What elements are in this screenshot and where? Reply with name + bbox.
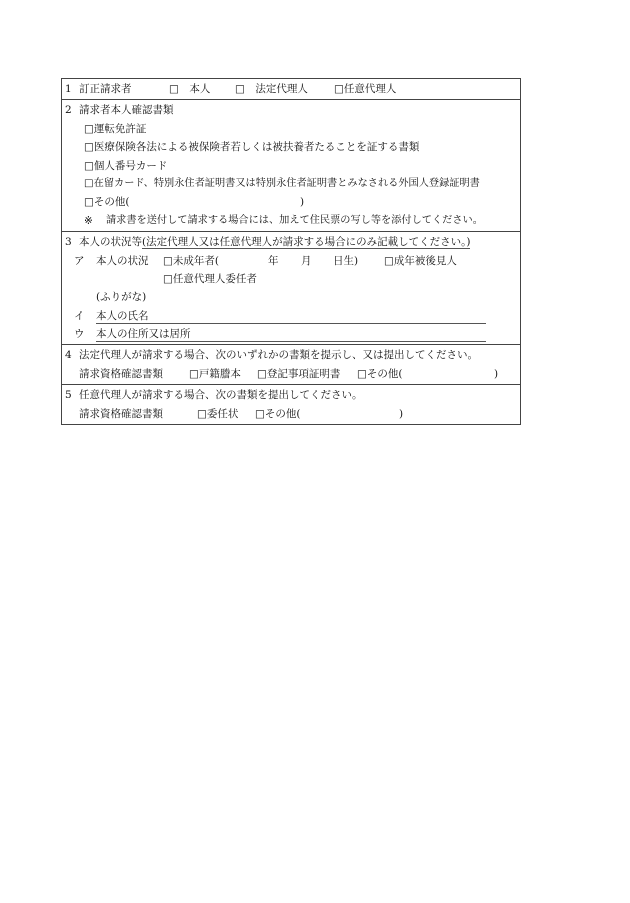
item-mark-i: イ <box>74 309 85 322</box>
checkbox-registry-certificate[interactable]: □登記事項証明書 <box>257 367 341 380</box>
birth-day-label: 日生) <box>333 254 359 267</box>
checkbox-power-of-attorney[interactable]: □委任状 <box>197 407 239 420</box>
mail-note: 請求書を送付して請求する場合には、加えて住民票の写し等を添付してください。 <box>106 214 483 226</box>
doc-label: 請求資格確認書類 <box>79 407 163 420</box>
item-mark-a: ア <box>74 254 85 267</box>
checkbox-other-doc[interactable]: □その他( <box>255 407 301 420</box>
section-number: 5 <box>65 389 72 402</box>
section-number: 1 <box>65 83 72 95</box>
principal-address-label: 本人の住所又は居所 <box>96 328 191 341</box>
checkbox-residence-card[interactable]: □在留カード、特別永住者証明書又は特別永住者証明書とみなされる外国人登録証明書 <box>84 177 480 189</box>
item-mark-u: ウ <box>74 328 85 341</box>
principal-status-label: 本人の状況 <box>96 254 149 267</box>
conditional-instruction: (法定代理人又は任意代理人が請求する場合にのみ記載してください。) <box>142 236 471 249</box>
furigana-label: (ふりがな) <box>96 291 147 304</box>
note-mark: ※ <box>84 214 93 227</box>
section-title: 請求者本人確認書類 <box>79 104 174 117</box>
other-close-paren: ) <box>494 367 499 380</box>
checkbox-drivers-license[interactable]: □運転免許証 <box>84 122 147 135</box>
checkbox-voluntary-principal[interactable]: □任意代理人委任者 <box>163 272 257 285</box>
checkbox-other-doc[interactable]: □その他( <box>357 367 403 380</box>
section-number: 4 <box>65 349 72 362</box>
correction-request-form <box>61 78 521 425</box>
other-close-paren: ) <box>399 407 404 420</box>
requester-label: 訂正請求者 <box>79 83 132 95</box>
checkbox-adult-ward[interactable]: □成年被後見人 <box>384 254 457 267</box>
section-voluntary-representative-docs <box>62 384 520 424</box>
doc-label: 請求資格確認書類 <box>79 367 163 380</box>
principal-address-field[interactable] <box>96 341 486 342</box>
section-legal-representative-docs <box>62 344 520 384</box>
principal-name-field[interactable] <box>96 323 486 324</box>
checkbox-my-number-card[interactable]: □個人番号カード <box>84 159 168 172</box>
year-label: 年 <box>268 254 279 267</box>
checkbox-legal-representative[interactable]: □ 法定代理人 <box>235 83 308 95</box>
other-close-paren: ) <box>300 196 305 209</box>
checkbox-other-id[interactable]: □その他( <box>84 196 130 209</box>
section-title: 任意代理人が請求する場合、次の書類を提出してください。 <box>79 389 363 402</box>
checkbox-voluntary-representative[interactable]: □任意代理人 <box>334 83 397 95</box>
section-principal-status <box>62 231 520 344</box>
checkbox-family-register[interactable]: □戸籍謄本 <box>189 367 241 380</box>
section-requester <box>62 79 520 99</box>
checkbox-minor[interactable]: □未成年者( <box>163 254 220 267</box>
section-title-main: 本人の状況等 <box>79 236 142 249</box>
section-title: 法定代理人が請求する場合、次のいずれかの書類を提示し、又は提出してください。 <box>79 349 478 362</box>
principal-name-label: 本人の氏名 <box>96 309 149 322</box>
month-label: 月 <box>301 254 312 267</box>
section-number: 2 <box>65 104 72 117</box>
section-number: 3 <box>65 236 72 249</box>
checkbox-health-insurance-doc[interactable]: □医療保険各法による被保険者若しくは被扶養者たることを証する書類 <box>84 141 420 154</box>
checkbox-self[interactable]: □ 本人 <box>169 83 211 95</box>
section-id-documents <box>62 99 520 231</box>
section-title <box>79 233 470 251</box>
